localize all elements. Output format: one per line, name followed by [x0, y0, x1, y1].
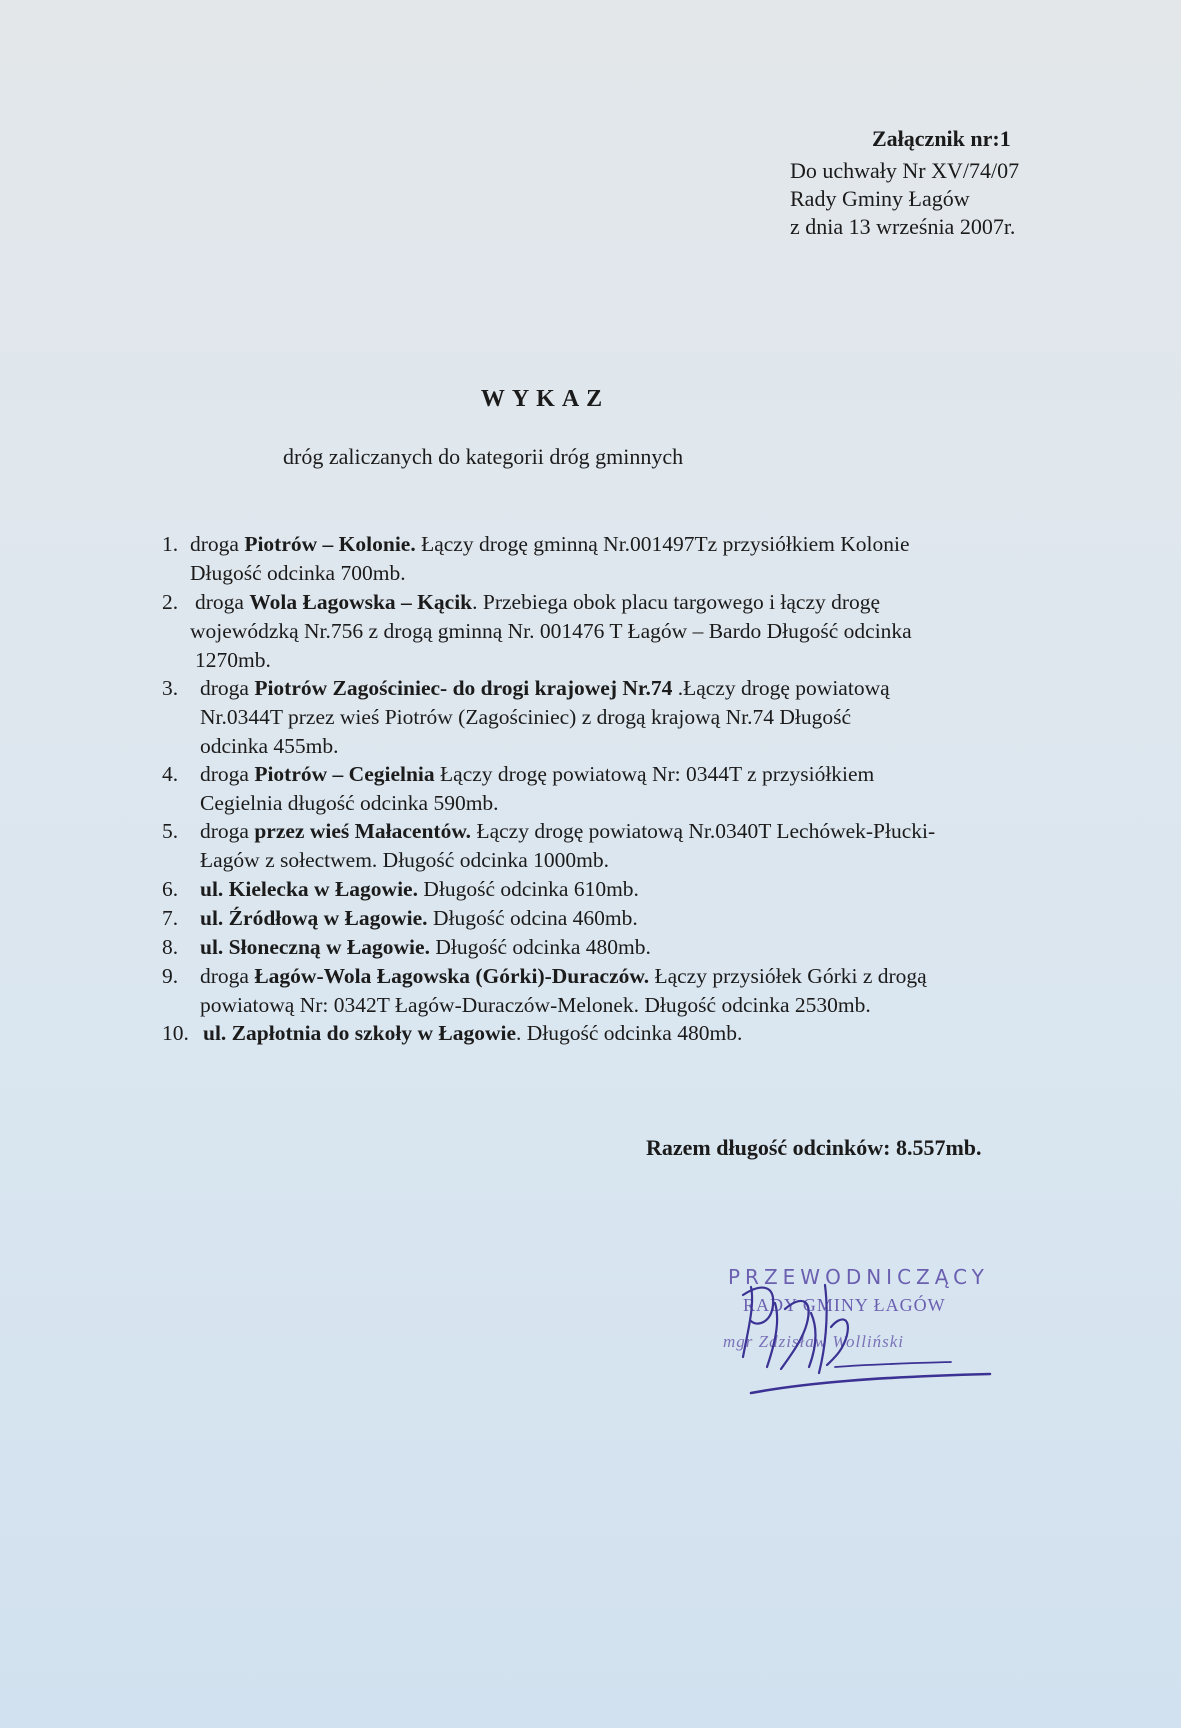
resolution-date: z dnia 13 września 2007r.: [790, 214, 1016, 239]
item-text: . Długość odcinka 480mb.: [516, 1021, 743, 1045]
stamp-title: PRZEWODNICZĄCY: [728, 1265, 989, 1289]
item-continuation: Nr.0344T przez wieś Piotrów (Zagościniec) z drogą krajową Nr.74 Długość: [200, 705, 851, 729]
list-item-number: 8.: [162, 935, 179, 959]
list-item: [200, 676, 890, 701]
item-continuation: 1270mb.: [195, 648, 271, 672]
road-name: Wola Łagowska – Kącik: [249, 590, 473, 614]
item-continuation: Cegielnia długość odcinka 590mb.: [200, 791, 499, 815]
road-name: ul. Źródłową w Łagowie.: [200, 906, 428, 930]
list-item-number: 6.: [162, 877, 179, 901]
item-text: Długość odcinka 480mb.: [429, 935, 651, 959]
list-item-number: 7.: [162, 906, 179, 930]
road-name: Piotrów – Cegielnia: [254, 762, 435, 786]
list-item: [203, 1021, 742, 1046]
list-item: [190, 532, 910, 557]
list-item-number: 5.: [162, 819, 179, 843]
attachment-number: Załącznik nr:1: [872, 126, 1011, 151]
stamp-council: RADY GMINY ŁAGÓW: [743, 1295, 946, 1315]
list-item: [200, 964, 927, 989]
item-text: Łączy drogę powiatową Nr.0340T Lechówek-Płucki-: [471, 819, 936, 843]
list-item-number: 3.: [162, 676, 179, 700]
item-text: Łączy drogę powiatową Nr: 0344T z przysiółkiem: [434, 762, 875, 786]
list-item-number: 10.: [162, 1021, 189, 1045]
road-name: przez wieś Małacentów.: [254, 819, 472, 843]
item-text: droga: [200, 819, 255, 843]
item-text: droga: [200, 762, 255, 786]
item-text: Łączy przysiółek Górki z drogą: [649, 964, 927, 988]
road-name: ul. Kielecka w Łagowie.: [200, 877, 418, 901]
item-text: Długość odcina 460mb.: [427, 906, 638, 930]
item-text: . Przebiega obok placu targowego i łączy drogę: [472, 590, 881, 614]
road-name: ul. Zapłotnia do szkoły w Łagowie: [203, 1021, 516, 1045]
list-item: [195, 590, 880, 615]
item-continuation: Łagów z sołectwem. Długość odcinka 1000mb.: [200, 848, 610, 872]
item-continuation: Długość odcinka 700mb.: [190, 561, 406, 585]
list-item: [200, 935, 651, 960]
list-item-number: 4.: [162, 762, 179, 786]
chairman-stamp: [715, 1265, 1015, 1405]
item-text: Długość odcinka 610mb.: [417, 877, 639, 901]
document-title: WYKAZ: [480, 386, 610, 412]
signature: [715, 1265, 1015, 1405]
list-item: [200, 819, 935, 844]
road-name: ul. Słoneczną w Łagowie.: [200, 935, 430, 959]
item-continuation: odcinka 455mb.: [200, 734, 339, 758]
document-subtitle: dróg zaliczanych do kategorii dróg gminnych: [283, 444, 684, 469]
item-text: droga: [200, 676, 255, 700]
resolution-number: Do uchwały Nr XV/74/07: [790, 158, 1020, 183]
list-item: [200, 877, 639, 902]
list-item-number: 1.: [162, 532, 179, 556]
council-name: Rady Gminy Łagów: [790, 186, 970, 211]
road-name: Łagów-Wola Łagowska (Górki)-Duraczów.: [254, 964, 650, 988]
road-name: Piotrów Zagościniec- do drogi krajowej Nr.74: [254, 676, 673, 700]
item-text: .Łączy drogę powiatową: [672, 676, 890, 700]
road-name: Piotrów – Kolonie.: [244, 532, 416, 556]
list-item: [200, 906, 638, 931]
item-text: droga: [200, 964, 255, 988]
item-continuation: wojewódzką Nr.756 z drogą gminną Nr. 001476 T Łagów – Bardo Długość odcinka: [190, 619, 912, 643]
item-continuation: powiatową Nr: 0342T Łagów-Duraczów-Melonek. Długość odcinka 2530mb.: [200, 993, 871, 1017]
list-item-number: 9.: [162, 964, 179, 988]
item-text: droga: [190, 532, 245, 556]
item-text: droga: [195, 590, 250, 614]
list-item: [200, 762, 874, 787]
item-text: Łączy drogę gminną Nr.001497Tz przysiółkiem Kolonie: [415, 532, 910, 556]
total-length: Razem długość odcinków: 8.557mb.: [646, 1135, 982, 1160]
list-item-number: 2.: [162, 590, 179, 614]
stamp-name: mgr Zdzisław Wolliński: [723, 1332, 905, 1351]
